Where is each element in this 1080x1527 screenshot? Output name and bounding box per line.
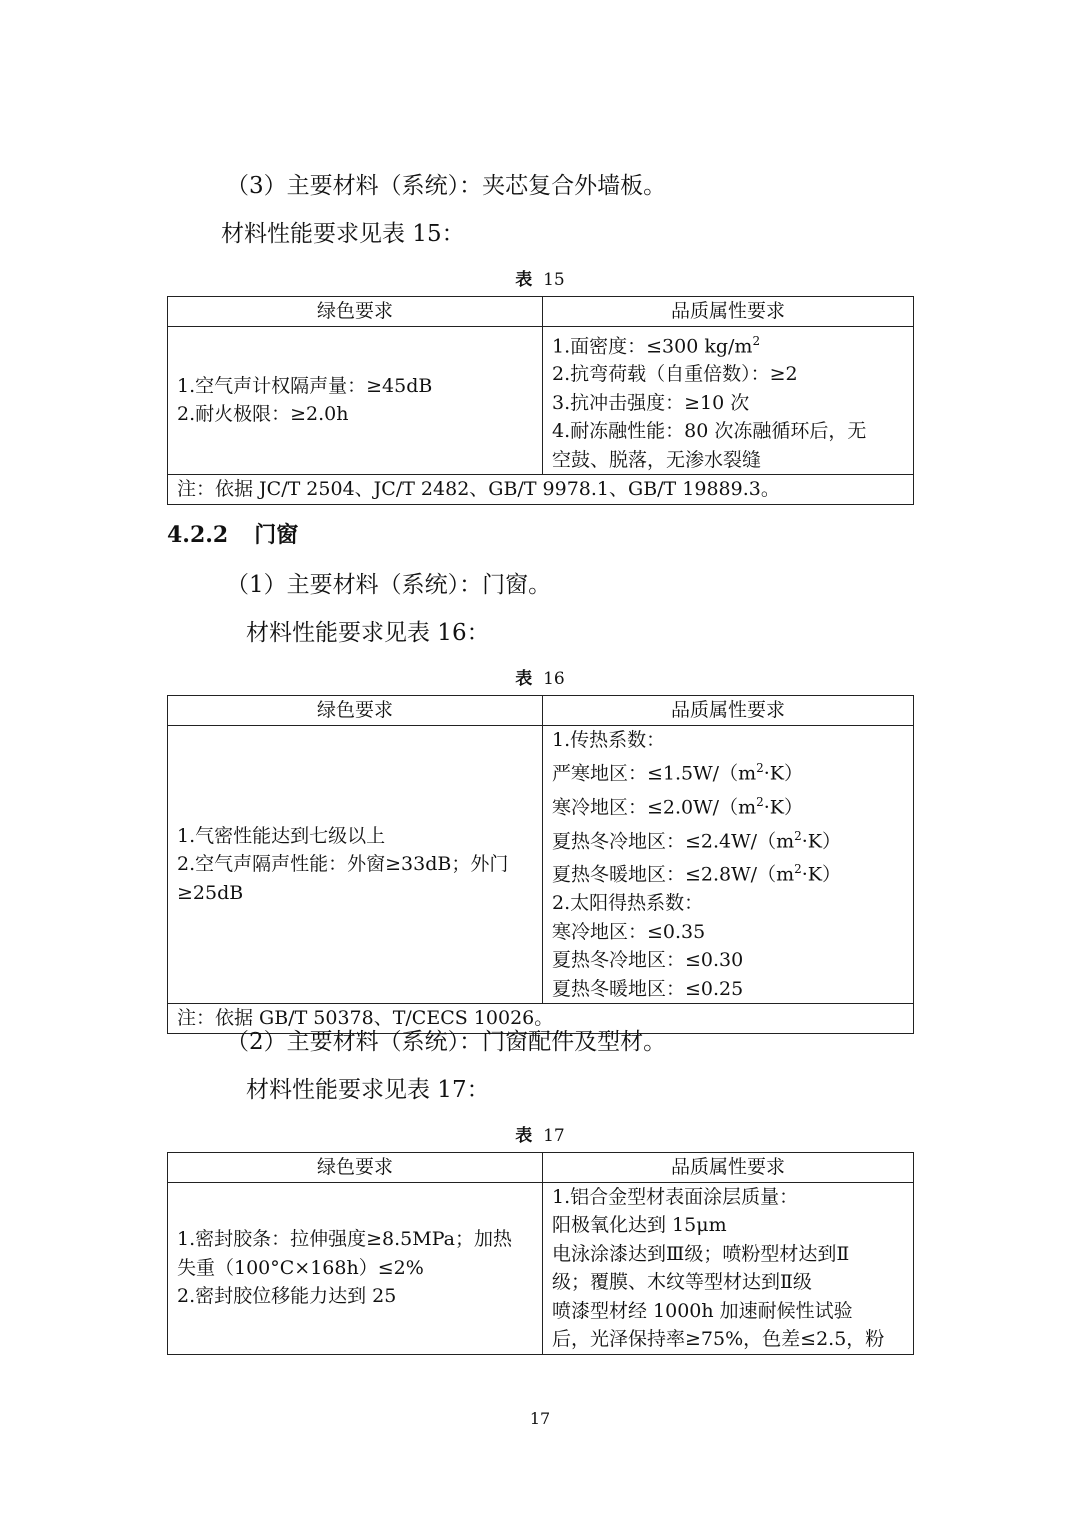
table-row <box>168 1182 914 1354</box>
header-green-requirements: 绿色要求 <box>168 297 543 327</box>
heat-transfer-unit: ·K） <box>801 829 841 852</box>
table-note: 注：依据 JC/T 2504、JC/T 2482、GB/T 9978.1、GB/T 19889.3。 <box>168 475 914 505</box>
quality-requirements-cell <box>543 326 914 475</box>
heat-transfer-text: 夏热冬冷地区：≤2.4W/（m <box>552 829 795 852</box>
superscript: 2 <box>794 862 802 877</box>
green-item: 1.气密性能达到七级以上 <box>177 824 386 847</box>
quality-requirements-cell <box>543 1182 914 1354</box>
header-quality-requirements: 品质属性要求 <box>543 1153 914 1183</box>
section-heading-4-2-2 <box>167 520 298 550</box>
superscript: 2 <box>752 333 761 348</box>
table-caption-prefix: 表 <box>515 1126 533 1146</box>
solar-gain-row: 寒冷地区：≤0.35 <box>552 920 706 943</box>
material-heading-1: （1）主要材料（系统）：门窗。 <box>226 572 552 598</box>
heat-transfer-unit: ·K） <box>763 762 803 785</box>
table-16-caption <box>0 668 1080 690</box>
table-note: 注：依据 GB/T 50378、T/CECS 10026。 <box>168 1004 914 1034</box>
green-item: 1.密封胶条：拉伸强度≥8.5MPa；加热 <box>177 1228 512 1251</box>
material-heading-3: （3）主要材料（系统）：夹芯复合外墙板。 <box>226 173 667 199</box>
heat-transfer-text: 夏热冬暖地区：≤2.8W/（m <box>552 863 795 886</box>
quality-item: 喷漆型材经 1000h 加速耐候性试验 <box>552 1299 853 1322</box>
heat-transfer-row <box>552 855 904 889</box>
quality-item: 2.抗弯荷载（自重倍数）：≥2 <box>552 363 798 386</box>
table-16-intro: 材料性能要求见表 16： <box>246 620 490 646</box>
header-quality-requirements: 品质属性要求 <box>543 696 914 726</box>
table-header-row <box>168 1153 914 1183</box>
quality-item: 4.耐冻融性能：80 次冻融循环后，无 <box>552 420 867 443</box>
heat-transfer-row <box>552 754 904 788</box>
table-15-intro: 材料性能要求见表 15： <box>221 221 465 247</box>
green-item: 1.空气声计权隔声量：≥45dB <box>177 374 433 397</box>
superscript: 2 <box>756 761 764 775</box>
heat-transfer-unit: ·K） <box>801 863 841 886</box>
solar-gain-row: 夏热冬冷地区：≤0.30 <box>552 949 744 972</box>
quality-item: 1.传热系数： <box>552 728 666 751</box>
quality-item: 级；覆膜、木纹等型材达到Ⅱ级 <box>552 1271 812 1293</box>
quality-item <box>552 327 904 361</box>
quality-item: 后，光泽保持率≥75%，色差≤2.5，粉 <box>552 1328 885 1350</box>
superscript: 2 <box>794 828 802 843</box>
table-17-intro: 材料性能要求见表 17： <box>246 1077 490 1103</box>
table-row <box>168 326 914 475</box>
heat-transfer-text: 严寒地区：≤1.5W/（m <box>552 762 757 785</box>
heat-transfer-row <box>552 788 904 822</box>
section-title: 门窗 <box>254 522 299 548</box>
green-item-continued: 失重（100°C×168h）≤2% <box>177 1256 424 1279</box>
quality-item: 3.抗冲击强度：≥10 次 <box>552 391 750 414</box>
table-caption-number: 17 <box>543 1126 565 1146</box>
table-17 <box>167 1152 914 1355</box>
table-header-row <box>168 297 914 327</box>
green-item: 2.耐火极限：≥2.0h <box>177 403 349 426</box>
quality-item: 阳极氧化达到 15μm <box>552 1214 727 1236</box>
table-caption-number: 15 <box>543 270 565 290</box>
quality-item: 1.铝合金型材表面涂层质量： <box>552 1185 799 1208</box>
table-15 <box>167 296 914 505</box>
table-16 <box>167 695 914 1034</box>
header-green-requirements: 绿色要求 <box>168 696 543 726</box>
heat-transfer-row <box>552 822 904 856</box>
green-item: 2.密封胶位移能力达到 25 <box>177 1285 397 1308</box>
page-number: 17 <box>529 1409 551 1428</box>
solar-gain-row: 夏热冬暖地区：≤0.25 <box>552 977 744 1000</box>
section-number: 4.2.2 <box>167 522 229 548</box>
quality-item: 2.太阳得热系数： <box>552 892 704 915</box>
header-quality-requirements: 品质属性要求 <box>543 297 914 327</box>
table-caption-prefix: 表 <box>515 669 533 689</box>
heat-transfer-text: 寒冷地区：≤2.0W/（m <box>552 796 757 819</box>
table-row <box>168 725 914 1004</box>
quality-requirements-cell <box>543 725 914 1004</box>
table-header-row <box>168 696 914 726</box>
green-requirements-cell <box>168 1182 543 1354</box>
superscript: 2 <box>756 794 764 809</box>
table-caption-prefix: 表 <box>515 270 533 290</box>
quality-item-continued: 空鼓、脱落，无渗水裂缝 <box>552 448 762 471</box>
table-17-caption <box>0 1125 1080 1147</box>
table-note-row <box>168 475 914 505</box>
table-15-caption <box>0 269 1080 291</box>
table-caption-number: 16 <box>543 669 565 689</box>
material-heading-2: （2）主要材料（系统）：门窗配件及型材。 <box>226 1029 667 1055</box>
quality-item-text: 1.面密度：≤300 kg/m <box>552 334 753 357</box>
heat-transfer-unit: ·K） <box>763 796 803 819</box>
green-item: 2.空气声隔声性能：外窗≥33dB；外门 <box>177 853 509 876</box>
green-requirements-cell <box>168 326 543 475</box>
green-requirements-cell <box>168 725 543 1004</box>
quality-item: 电泳涂漆达到Ⅲ级；喷粉型材达到Ⅱ <box>552 1242 850 1265</box>
green-item-continued: ≥25dB <box>177 881 244 904</box>
header-green-requirements: 绿色要求 <box>168 1153 543 1183</box>
